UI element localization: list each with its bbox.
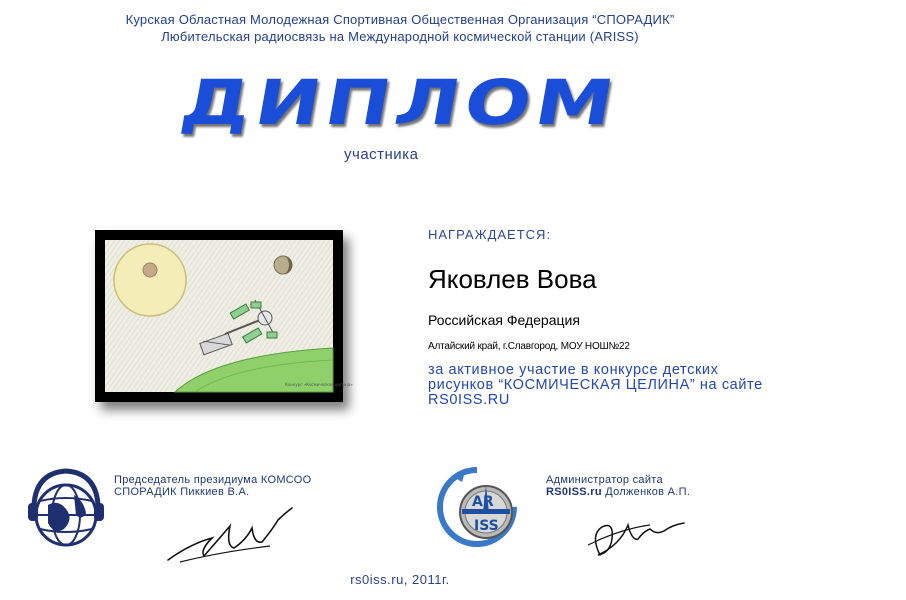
org-title-line1: Курская Областная Молодежная Спортивная Общественная Организация “СПОРАДИК”: [125, 12, 675, 27]
ariss-logo-text-top: AR: [472, 494, 494, 510]
drawing-caption: Конкурс «Космическая целина»: [285, 382, 353, 387]
drawing-illustration: [105, 240, 353, 392]
admin-signature-label: [546, 474, 690, 498]
recipient-location: Алтайский край, г.Славгород, МОУ НОШ№22: [428, 341, 630, 352]
chairman-line2: СПОРАДИК Пиккиев В.А.: [114, 486, 250, 498]
diploma-title: ДИПЛОМ: [175, 66, 625, 139]
drawing-frame: [95, 230, 353, 402]
recipient-name: Яковлев Вова: [428, 264, 597, 294]
ariss-logo-text-bottom: ISS: [474, 518, 499, 534]
footer-site-year: rs0iss.ru, 2011г.: [350, 572, 450, 587]
chairman-signature-icon: [160, 500, 300, 570]
awarded-label: НАГРАЖДАЕТСЯ:: [428, 227, 552, 242]
org-title-line2: Любительская радиосвязь на Международной космической станции (ARISS): [161, 29, 639, 44]
globe-headphones-logo-icon: [26, 465, 106, 555]
sun-shape: [114, 244, 186, 316]
award-reason: за активное участие в конкурсе детских рисунков “КОСМИЧЕСКАЯ ЦЕЛИНА” на сайте RS0ISS.RU: [428, 362, 763, 408]
chairman-line1: Председатель президиума КОМСОО: [114, 474, 312, 486]
admin-signature-icon: [580, 505, 690, 565]
admin-line2: [546, 486, 690, 498]
diploma-subtitle: участника: [344, 146, 419, 163]
child-drawing: [105, 240, 353, 392]
recipient-country: Российская Федерация: [428, 312, 580, 328]
admin-site-name: RS0ISS.ru: [546, 486, 602, 498]
admin-line1: Администратор сайта: [546, 474, 663, 486]
chairman-signature-label: [114, 474, 312, 498]
ariss-logo-icon: [432, 462, 522, 552]
admin-name: Долженков А.П.: [601, 486, 691, 498]
